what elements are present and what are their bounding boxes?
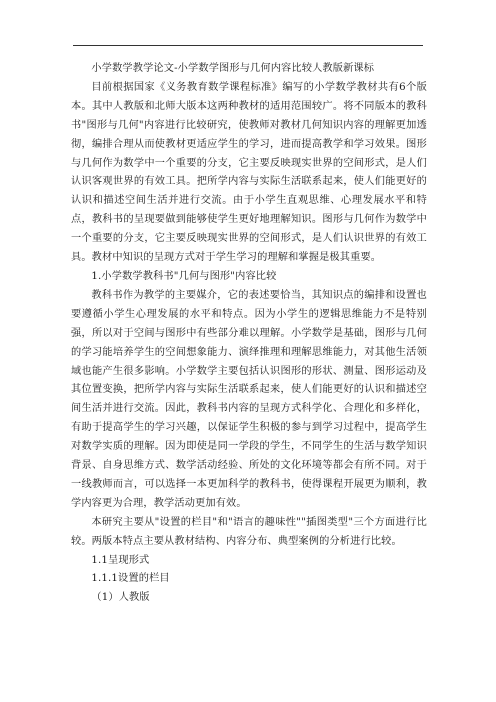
intro-paragraph: 目前根据国家《义务教育数学课程标准》编写的小学数学教材共有6个版本。其中人教版和北师大版本这两种教材的适用范围较广。将不同版本的教科书"图形与几何"内容进行比较研究，使教师对教材几何知识内容的理解更加透彻，编排合理从而使教材更适应学生的学习，进而提高教学和学习效果。图形与几何作为数学中一个重要的分支，它主要反映现实世界的空间形式，是人们认识客观世界的有效工具。把所学内容与实际生活联系起来，使人们能更好的认识和描述空间生活并进行交流。由于小学生直观思维、心理发展水平和特点，教科书的呈现要做到能够使学生更好地理解知识。图形与几何作为数学中一个重要的分支，它主要反映现实世界的空间形式，是人们认识世界的有效工具。教材中知识的呈现方式对于学生学习的理解和掌握是极其重要。 bbox=[71, 81, 427, 264]
section-heading-1: 1.小学数学教科书"几何与图形"内容比较 bbox=[91, 270, 277, 282]
list-item-renjiaoban: （1）人教版 bbox=[91, 592, 150, 604]
body-paragraph: 本研究主要从"设置的栏目"和"语言的趣味性""插图类型"三个方面进行比较。两版本特点主要从教材结构、内容分布、典型案例的分析进行比较。 bbox=[71, 516, 427, 547]
body-paragraph: 教科书作为教学的主要媒介，它的表述要恰当，其知识点的编排和设置也要遵循小学生心理发展的水平和特点。因为小学生的逻辑思维能力不是特别强，所以对于空间与图形中有些部分难以理解。小学数学是基础，图形与几何的学习能培养学生的空间想象能力、演绎推理和理解思维能力，对其他生活领域也能产生很多影响。小学数学主要包括认识图形的形状、测量、图形运动及其位置变换，把所学内容与实际生活联系起来，使人们能更好的认识和描述空间生活并进行交流。因此，教科书内容的呈现方式科学化、合理化和多样化，有助于提高学生的学习兴趣，以保证学生积极的参与到学习过程中，提高学生对数学实质的理解。因为即使是同一学段的学生，不同学生的生活与数学知识背景、自身思维方式、数学活动经验、所处的文化环境等都会有所不同。对于一线教师而言，可以选择一本更加科学的教科书，使得课程开展更为顺利，教学内容更为合理，教学活动更加有效。 bbox=[71, 289, 427, 509]
header-rule bbox=[73, 45, 423, 46]
document-body bbox=[71, 60, 427, 608]
document-title: 小学数学教学论文-小学数学图形与几何内容比较人教版新课标 bbox=[91, 63, 375, 74]
section-heading-1-1: 1.1呈现形式 bbox=[91, 554, 150, 566]
section-heading-1-1-1: 1.1.1设置的栏目 bbox=[91, 573, 170, 585]
